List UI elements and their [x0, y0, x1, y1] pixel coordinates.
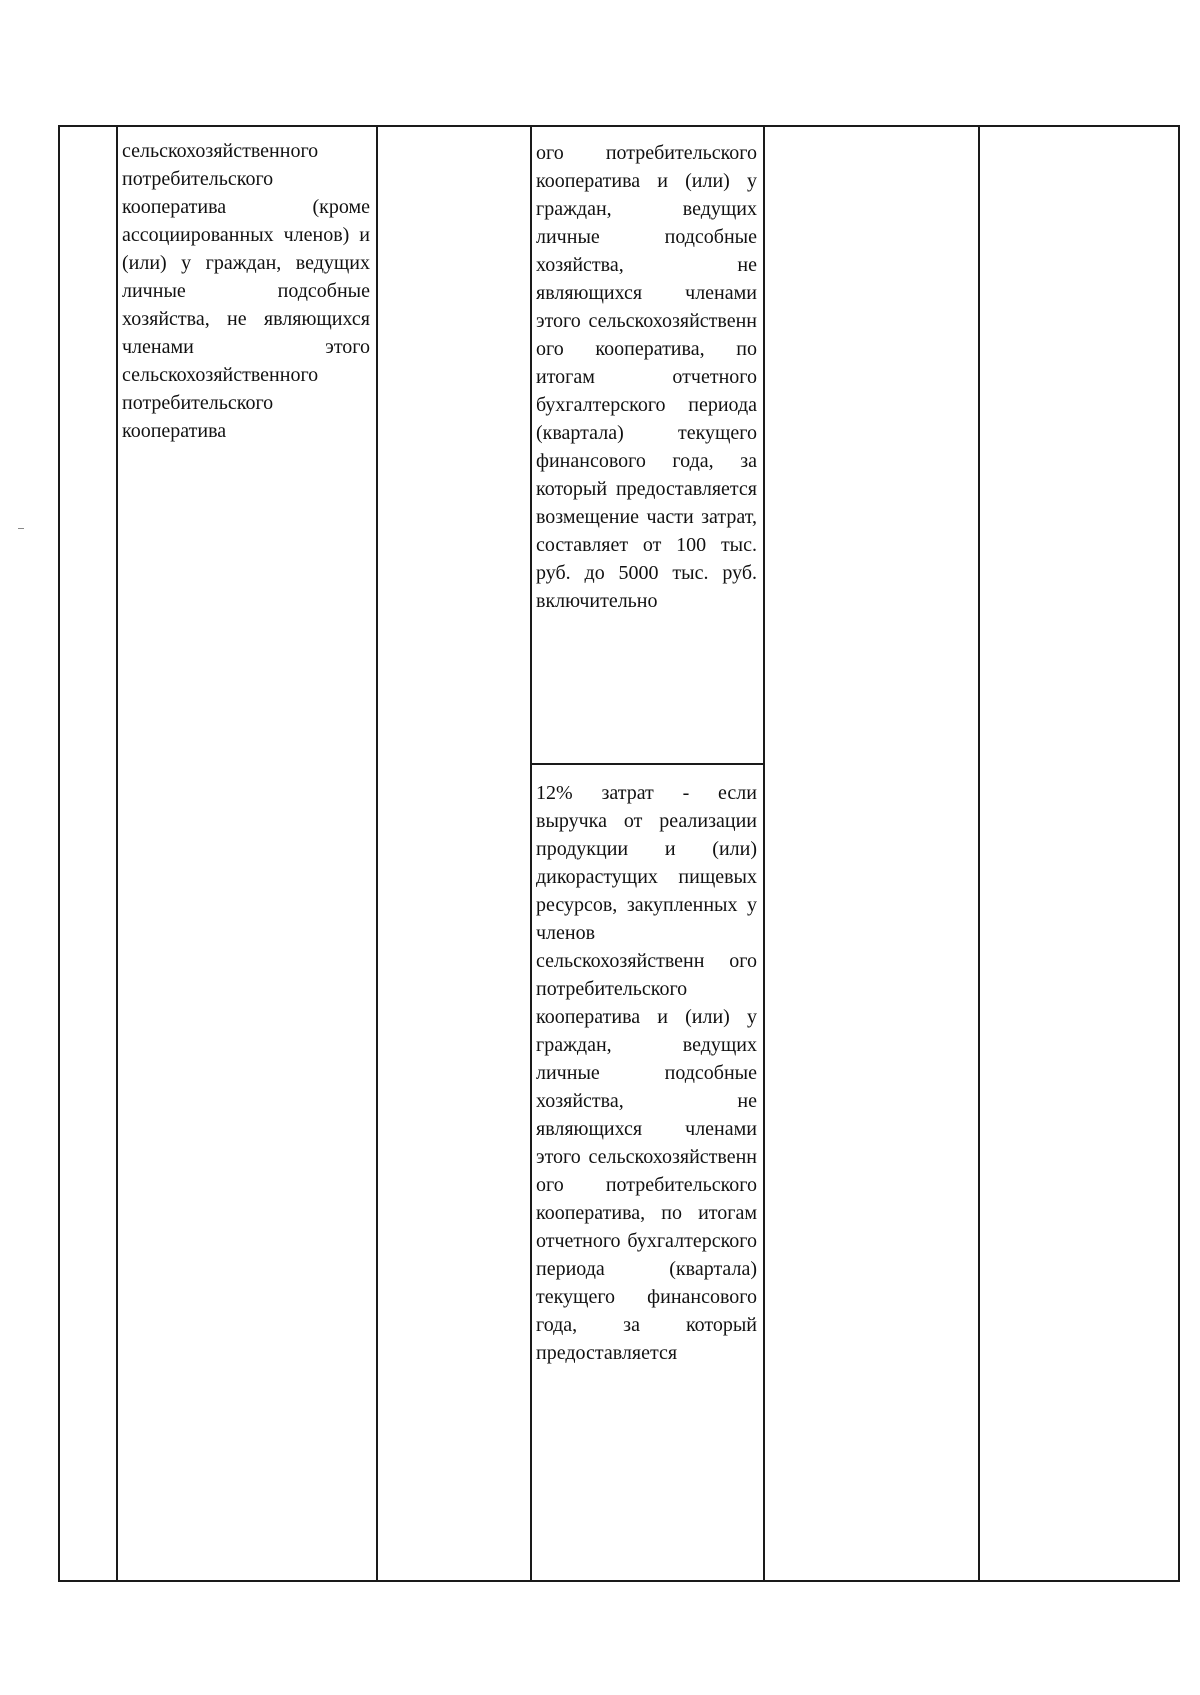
row-divider-col4	[530, 763, 763, 765]
cell-col4-top-text: ого потребительского кооператива и (или) у граждан, ведущих личные подсобные хозяйства, не являющихся членами этого сельскохозяйственн ого кооператива, по итогам отчетного бухгалтерского периода (квартала) текущего финансового года, за который предоставляется возмещение части затрат, составляет от 100 тыс. руб. до 5000 тыс. руб. включительно	[536, 142, 757, 612]
document-table	[58, 125, 1180, 1582]
cell-col2-text: сельскохозяйственного потребительского кооператива (кроме ассоциированных членов) и (или) у граждан, ведущих личные подсобные хозяйства, не являющихся членами этого сельскохозяйственного потребительского кооператива	[122, 140, 370, 442]
column-divider-5	[978, 127, 980, 1580]
stray-scan-mark	[18, 528, 24, 529]
column-divider-4	[763, 127, 765, 1580]
cell-col4-bottom-text: 12% затрат - если выручка от реализации продукции и (или) дикорастущих пищевых ресурсов, закупленных у членов сельскохозяйственн ого потребительского кооператива и (или) у граждан, ведущих личные подсобные хозяйства, не являющихся членами этого сельскохозяйственн ого потребительского кооператива, по итогам отчетного бухгалтерского периода (квартала) текущего финансового года, за который предоставляется	[536, 782, 757, 1364]
column-divider-3	[530, 127, 532, 1580]
column-divider-2	[376, 127, 378, 1580]
column-divider-1	[116, 127, 118, 1580]
